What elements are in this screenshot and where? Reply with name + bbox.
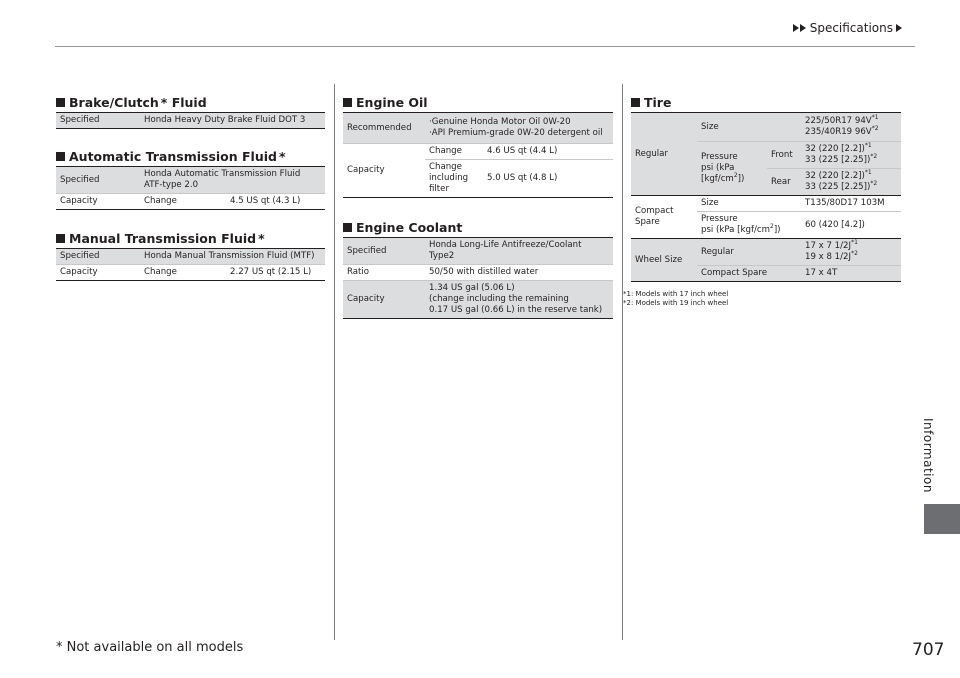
table-row: Regular Size 225/50R17 $94V^{*1}$ 235/40R19 $96V^{*2}$ bbox=[631, 113, 901, 142]
table-row: Capacity Change 2.27 US qt (2.15 L) bbox=[56, 265, 325, 281]
square-bullet-icon bbox=[56, 234, 65, 243]
table-row: Pressure psi (kPa $[kgf/cm^2]$) 60 (420 [4.2]) bbox=[631, 212, 901, 239]
section-title: Engine Coolant bbox=[343, 218, 613, 236]
table-row: Pressure psi (kPa $[kgf/cm^2]$) Front 32 (220 [2.2])$^{*1}$ 33 (225 [2.25])$^{*2}$ bbox=[631, 142, 901, 169]
triangle-right-icon bbox=[793, 24, 799, 32]
mtf-table bbox=[56, 248, 325, 281]
table-row: Capacity Change 4.6 US qt (4.4 L) bbox=[343, 144, 613, 160]
breadcrumb-specifications[interactable]: Specifications bbox=[809, 21, 893, 35]
square-bullet-icon bbox=[631, 98, 640, 107]
side-tab-label: Information bbox=[921, 418, 935, 493]
column-divider bbox=[622, 84, 623, 640]
engine-oil-section bbox=[343, 93, 613, 198]
table-row: Rear 32 (220 [2.2])$^{*1}$ 33 (225 [2.25])$^{*2}$ bbox=[631, 169, 901, 196]
table-row: Compact Spare Size T135/80D17 103M bbox=[631, 196, 901, 212]
square-bullet-icon bbox=[56, 152, 65, 161]
section-title: Manual Transmission Fluid * bbox=[56, 229, 325, 247]
brake-fluid-table bbox=[56, 112, 325, 129]
engine-oil-table bbox=[343, 112, 613, 198]
triangle-right-icon bbox=[800, 24, 806, 32]
engine-coolant-table bbox=[343, 237, 613, 319]
table-row: Recommended ·Genuine Honda Motor Oil 0W-20 ·API Premium-grade 0W-20 detergent oil bbox=[343, 113, 613, 144]
brake-clutch-fluid-section bbox=[56, 93, 325, 129]
atf-table bbox=[56, 166, 325, 210]
table-row: Specified Honda Long-Life Antifreeze/Coolant Type2 bbox=[343, 238, 613, 265]
section-title: Brake/Clutch * Fluid bbox=[56, 93, 325, 111]
table-row: Capacity 1.34 US gal (5.06 L) (change including the remaining 0.17 US gal (0.66 L) in the reserve tank) bbox=[343, 281, 613, 319]
breadcrumb[interactable] bbox=[793, 21, 903, 35]
square-bullet-icon bbox=[343, 98, 352, 107]
table-row: Compact Spare 17 x 4T bbox=[631, 266, 901, 282]
table-row: Ratio 50/50 with distilled water bbox=[343, 265, 613, 281]
page-number: 707 bbox=[912, 640, 945, 660]
table-row: Capacity Change 4.5 US qt (4.3 L) bbox=[56, 194, 325, 210]
table-row: Specified Honda Heavy Duty Brake Fluid DOT 3 bbox=[56, 113, 325, 129]
availability-note: * Not available on all models bbox=[56, 640, 244, 655]
column-divider bbox=[334, 84, 335, 640]
tire-footnotes: *1: Models with 17 inch wheel *2: Models with 19 inch wheel bbox=[623, 290, 729, 307]
table-row: Change including filter 5.0 US qt (4.8 L) bbox=[343, 160, 613, 198]
section-title: Automatic Transmission Fluid * bbox=[56, 147, 325, 165]
mtf-section bbox=[56, 229, 325, 281]
tire-table bbox=[631, 112, 901, 282]
table-row: Specified Honda Automatic Transmission Fluid ATF-type 2.0 bbox=[56, 167, 325, 194]
triangle-right-icon bbox=[896, 24, 902, 32]
side-tab-active[interactable] bbox=[924, 504, 960, 534]
tire-section bbox=[631, 93, 901, 282]
square-bullet-icon bbox=[56, 98, 65, 107]
section-title: Tire bbox=[631, 93, 901, 111]
engine-coolant-section bbox=[343, 218, 613, 319]
section-title: Engine Oil bbox=[343, 93, 613, 111]
side-tab-upper bbox=[924, 110, 960, 410]
table-row: Wheel Size Regular 17 x 7 $1/2J^{*1}$ 19 x 8 $1/2J^{*2}$ bbox=[631, 239, 901, 266]
square-bullet-icon bbox=[343, 223, 352, 232]
page-header bbox=[55, 18, 915, 47]
atf-section bbox=[56, 147, 325, 210]
table-row: Specified Honda Manual Transmission Fluid (MTF) bbox=[56, 249, 325, 265]
